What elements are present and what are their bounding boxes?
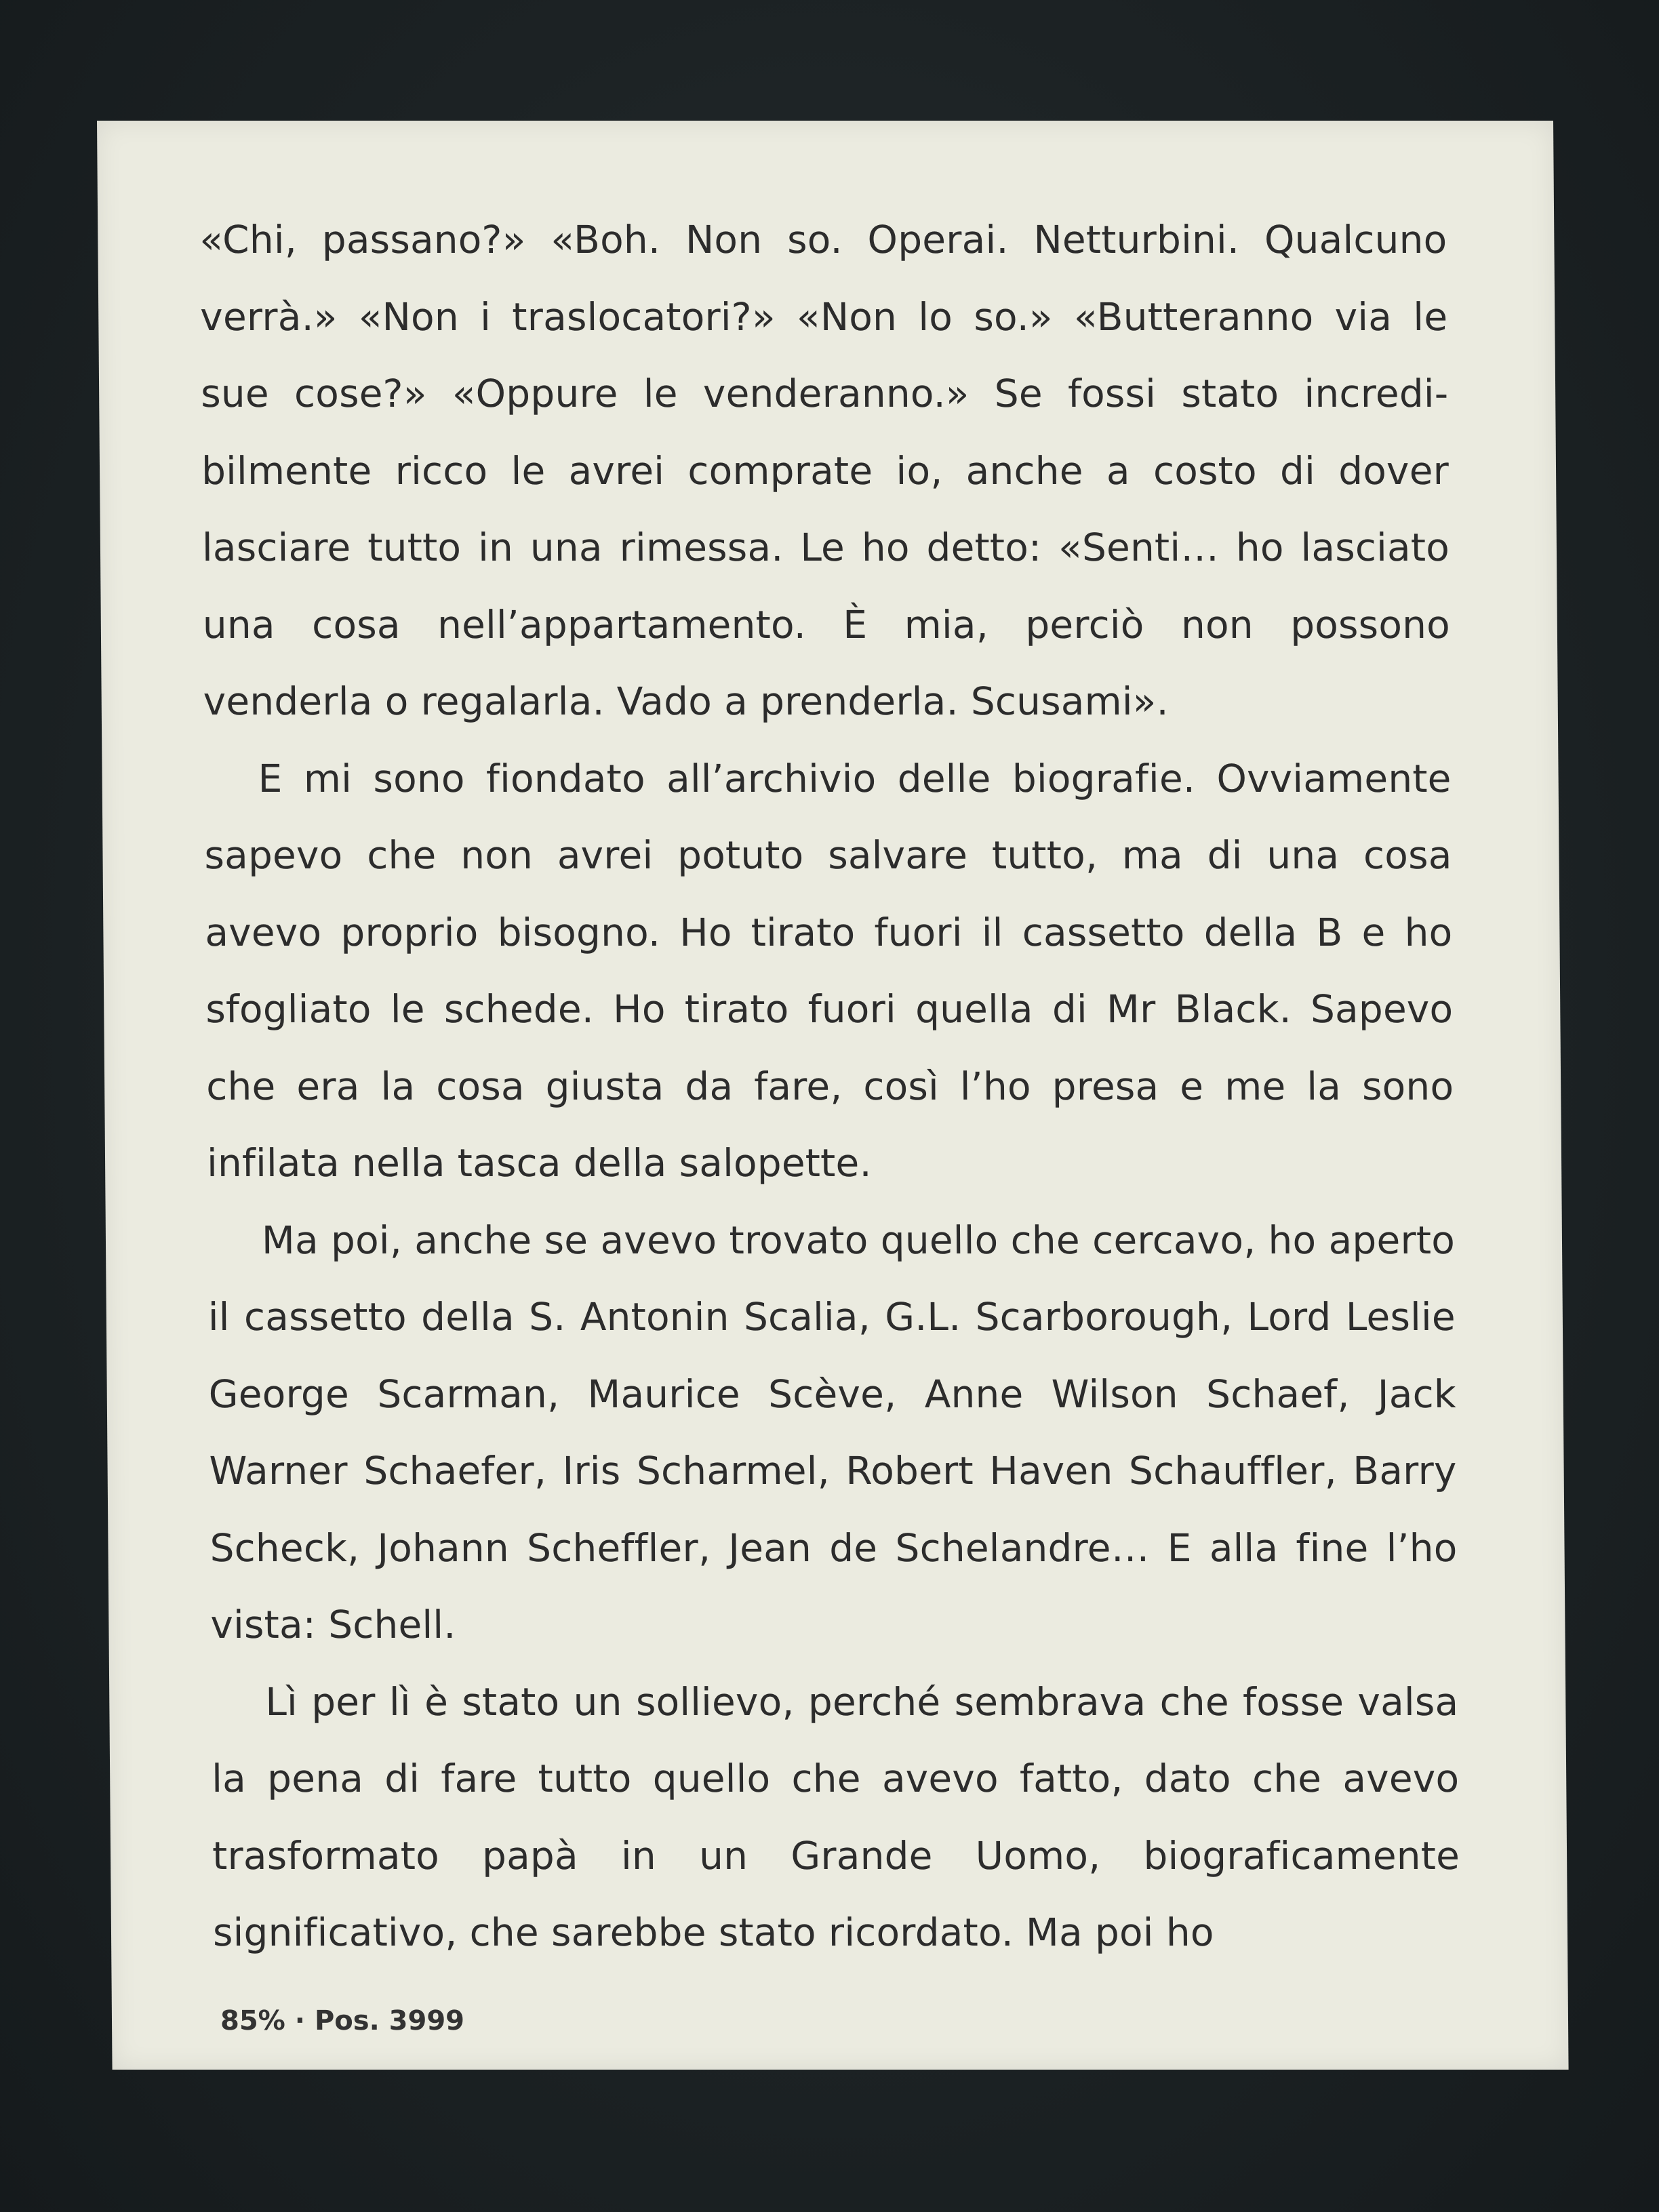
book-text (199, 202, 1461, 1972)
ereader-screen (97, 121, 1569, 2070)
paragraph-1: «Chi, passano?» «Boh. Non so. Operai. Netturbini. Qualcuno verrà.» «Non i traslocatori?» «Non lo so.» «Butteranno via le sue cose?» «Oppure le venderanno.» Se fossi stato incredibilmente ricco le avrei comprate io, anche a costo di dover lasciare tutto in una rimessa. Le ho detto: «Senti… ho lasciato una cosa nell’appartamento. È mia, perciò non possono venderla o regalarla. Vado a prenderla. Scusami». (199, 218, 1451, 724)
location-indicator: Pos. 3999 (314, 2005, 465, 2036)
reading-progress-footer[interactable] (220, 2005, 464, 2036)
footer-separator: · (294, 2005, 306, 2036)
progress-percent: 85% (220, 2005, 285, 2036)
paragraph-2: E mi sono fiondato all’archivio delle biografie. Ovviamente sapevo che non avrei potuto salvare tutto, ma di una cosa avevo proprio bisogno. Ho tirato fuori il cassetto della B e ho sfogliato le schede. Ho tirato fuori quella di Mr Black. Sapevo che era la cosa giusta da fare, così l’ho presa e me la sono infilata nella tasca della salopette. (204, 757, 1454, 1186)
paragraph-4: Lì per lì è stato un sollievo, perché sembrava che fosse valsa la pena di fare tutto quello che avevo fatto, dato che avevo trasformato papà in un Grande Uomo, biograficamente significativo, che sarebbe stato ricordato. Ma poi ho (211, 1680, 1460, 1955)
paragraph-3: Ma poi, anche se avevo trovato quello che cercavo, ho aperto il cassetto della S. Antonin Scalia, G.L. Scarborough, Lord Leslie George Scarman, Maurice Scève, Anne Wilson Schaef, Jack Warner Schaefer, Iris Scharmel, Robert Haven Schauffler, Barry Scheck, Johann Scheffler, Jean de Schelandre… E alla fine l’ho vista: Schell. (207, 1218, 1458, 1647)
